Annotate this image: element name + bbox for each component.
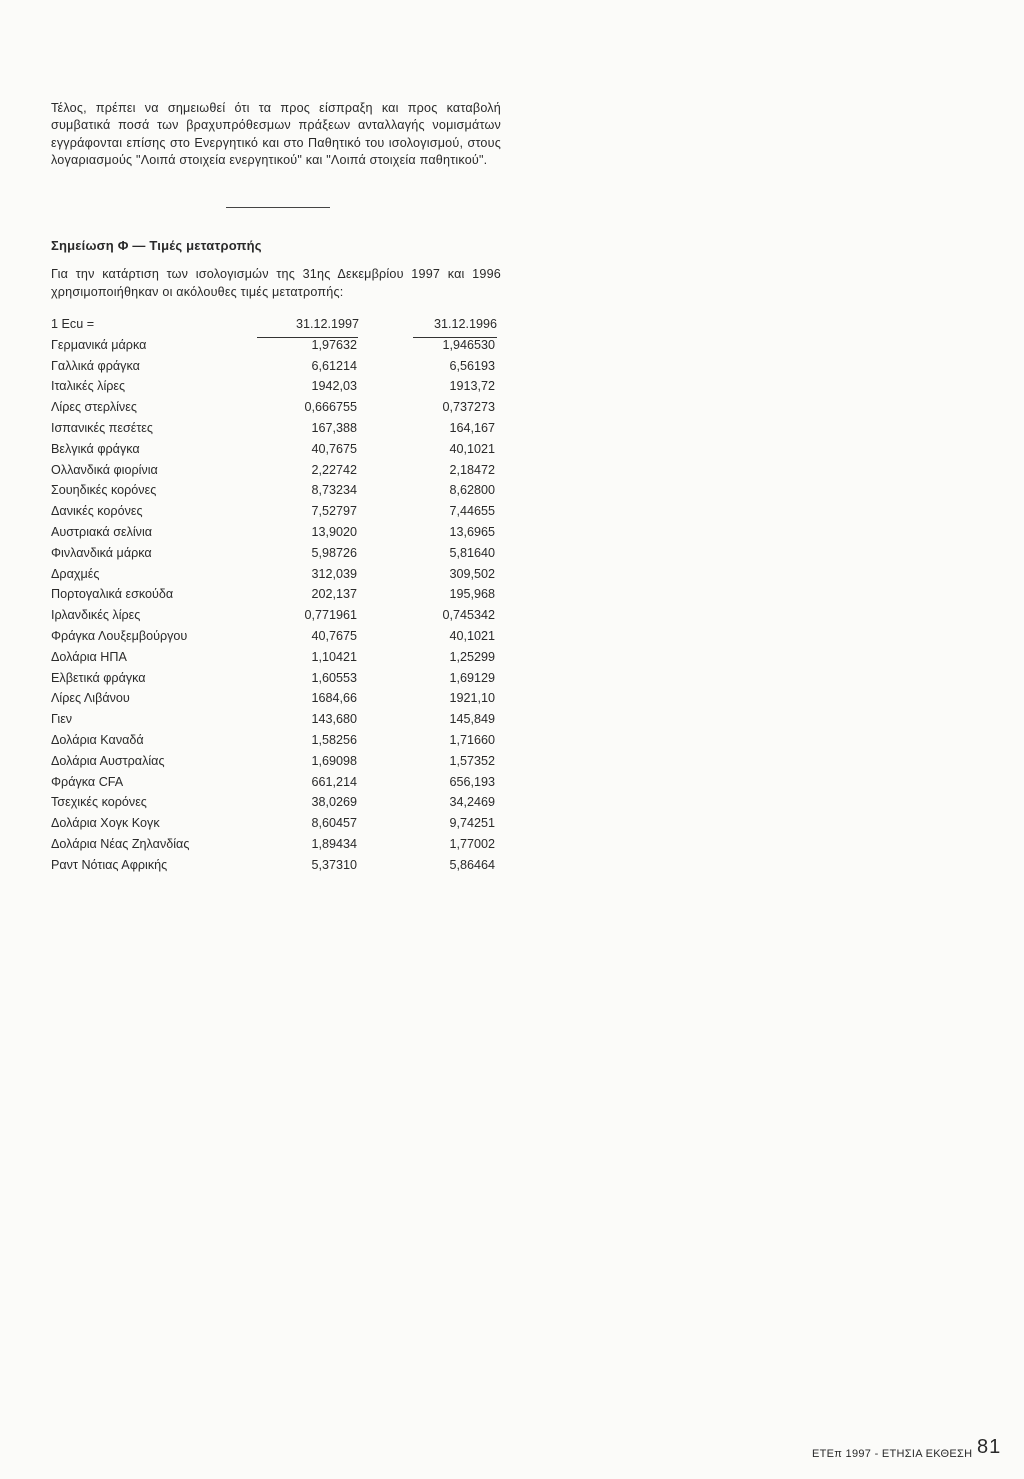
rate-1997: 1,10421 xyxy=(311,649,357,664)
rate-1997: 40,7675 xyxy=(311,441,357,456)
currency-name: Δολάρια Καναδά xyxy=(51,732,144,747)
rate-1997: 40,7675 xyxy=(311,628,357,643)
rate-1997: 38,0269 xyxy=(311,795,357,810)
intro-paragraph: Τέλος, πρέπει να σημειωθεί ότι τα προς είσπραξη και προς καταβολή συμβατικά ποσά των βραχυπρόθεσμων πράξεων ανταλλαγής νομισμάτων εγγράφονται επίσης στο Ενεργητικό και στο Παθητικό του ισολογισμού, στους λογαριασμούς "Λοιπά στοιχεία ενεργητικού" και "Λοιπά στοιχεία παθητικού". xyxy=(51,101,501,168)
rate-1996: 13,6965 xyxy=(449,524,495,539)
currency-name: Γερμανικά μάρκα xyxy=(51,337,147,352)
currency-name: Γαλλικά φράγκα xyxy=(51,358,140,373)
rate-1997: 6,61214 xyxy=(311,358,357,373)
table-row xyxy=(51,835,511,856)
currency-name: Δολάρια Χογκ Κογκ xyxy=(51,816,160,831)
footer-title: ΕΤΕπ 1997 - ΕΤΗΣΙΑ ΕΚΘΕΣΗ xyxy=(812,1448,973,1460)
table-row xyxy=(51,502,511,523)
currency-name: Σουηδικές κορόνες xyxy=(51,483,157,498)
currency-name: Ραντ Νότιας Αφρικής xyxy=(51,857,168,872)
rate-1997: 2,22742 xyxy=(311,462,357,477)
rate-1997: 1,97632 xyxy=(311,337,357,352)
rate-1996: 1,77002 xyxy=(449,836,495,851)
table-row xyxy=(51,544,511,565)
rate-1996: 1,71660 xyxy=(449,732,495,747)
header-label: 1 Ecu = xyxy=(51,317,95,331)
rate-1996: 1,25299 xyxy=(449,649,495,664)
table-row xyxy=(51,398,511,419)
header-col-1996: 31.12.1996 xyxy=(433,317,497,331)
rate-1997: 202,137 xyxy=(311,587,357,602)
rate-1996: 195,968 xyxy=(449,587,495,602)
table-row xyxy=(51,793,511,814)
table-row xyxy=(51,461,511,482)
rate-1997: 661,214 xyxy=(311,774,357,789)
table-row xyxy=(51,752,511,773)
currency-name: Ιταλικές λίρες xyxy=(51,379,126,394)
table-row xyxy=(51,669,511,690)
currency-name: Βελγικά φράγκα xyxy=(51,441,140,456)
table-row xyxy=(51,773,511,794)
rate-1997: 1,60553 xyxy=(311,670,357,685)
rate-1997: 143,680 xyxy=(311,712,357,727)
currency-name: Δολάρια Νέας Ζηλανδίας xyxy=(51,836,190,851)
rate-1997: 8,73234 xyxy=(311,483,357,498)
rate-1997: 8,60457 xyxy=(311,816,357,831)
header-col-1997: 31.12.1997 xyxy=(295,317,359,331)
rate-1996: 5,86464 xyxy=(449,857,495,872)
table-row xyxy=(51,731,511,752)
table-row xyxy=(51,585,511,606)
rate-1997: 312,039 xyxy=(311,566,357,581)
rate-1996: 9,74251 xyxy=(449,816,495,831)
rate-1996: 164,167 xyxy=(449,420,495,435)
rate-1996: 1921,10 xyxy=(449,691,495,706)
rate-1996: 1,946530 xyxy=(442,337,495,352)
rate-1996: 2,18472 xyxy=(449,462,495,477)
table-row xyxy=(51,481,511,502)
rate-1996: 309,502 xyxy=(449,566,495,581)
rate-1997: 1,69098 xyxy=(311,753,357,768)
currency-name: Τσεχικές κορόνες xyxy=(51,795,147,810)
rate-1997: 1,89434 xyxy=(311,836,357,851)
table-row xyxy=(51,606,511,627)
rates-table-header xyxy=(51,315,511,336)
rate-1997: 0,666755 xyxy=(304,400,357,415)
rate-1996: 0,745342 xyxy=(442,608,495,623)
rate-1996: 1,57352 xyxy=(449,753,495,768)
table-row xyxy=(51,856,511,877)
table-row xyxy=(51,627,511,648)
page-number: 81 xyxy=(977,1436,1002,1458)
currency-name: Δολάρια ΗΠΑ xyxy=(51,649,127,664)
rate-1997: 167,388 xyxy=(311,420,357,435)
currency-name: Φινλανδικά μάρκα xyxy=(51,545,152,560)
rate-1997: 5,98726 xyxy=(311,545,357,560)
currency-name: Λίρες στερλίνες xyxy=(51,400,137,415)
rate-1997: 1,58256 xyxy=(311,732,357,747)
rate-1996: 40,1021 xyxy=(449,628,495,643)
currency-name: Δανικές κορόνες xyxy=(51,504,143,519)
rate-1996: 145,849 xyxy=(449,712,495,727)
table-row xyxy=(51,710,511,731)
rate-1996: 8,62800 xyxy=(449,483,495,498)
rate-1996: 7,44655 xyxy=(449,504,495,519)
currency-name: Φράγκα CFA xyxy=(51,774,124,789)
section-divider xyxy=(226,207,330,208)
table-row xyxy=(51,440,511,461)
rate-1996: 6,56193 xyxy=(449,358,495,373)
table-row xyxy=(51,814,511,835)
currency-name: Φράγκα Λουξεμβούργου xyxy=(51,628,188,643)
rate-1996: 0,737273 xyxy=(442,400,495,415)
table-row xyxy=(51,336,511,357)
header-underline-1996 xyxy=(413,337,497,338)
table-row xyxy=(51,377,511,398)
table-row xyxy=(51,565,511,586)
currency-name: Δραχμές xyxy=(51,566,100,581)
currency-name: Ιρλανδικές λίρες xyxy=(51,608,141,623)
currency-name: Δολάρια Αυστραλίας xyxy=(51,753,165,768)
table-row xyxy=(51,648,511,669)
currency-name: Γιεν xyxy=(51,712,73,727)
table-row xyxy=(51,419,511,440)
currency-name: Ελβετικά φράγκα xyxy=(51,670,146,685)
currency-name: Ισπανικές πεσέτες xyxy=(51,420,153,435)
note-intro: Για την κατάρτιση των ισολογισμών της 31ης Δεκεμβρίου 1997 και 1996 χρησιμοποιήθηκαν οι ακόλουθες τιμές μετατροπής: xyxy=(51,267,501,299)
rate-1997: 0,771961 xyxy=(304,608,357,623)
rate-1997: 7,52797 xyxy=(311,504,357,519)
header-underline-1997 xyxy=(257,337,358,338)
rate-1997: 5,37310 xyxy=(311,857,357,872)
currency-name: Αυστριακά σελίνια xyxy=(51,524,153,539)
table-row xyxy=(51,523,511,544)
rates-table xyxy=(51,315,511,877)
rate-1996: 40,1021 xyxy=(449,441,495,456)
rate-1996: 656,193 xyxy=(449,774,495,789)
rate-1996: 34,2469 xyxy=(449,795,495,810)
note-title: Σημείωση Φ — Τιμές μετατροπής xyxy=(51,238,262,253)
table-row xyxy=(51,357,511,378)
currency-name: Λίρες Λιβάνου xyxy=(51,691,130,706)
currency-name: Πορτογαλικά εσκούδα xyxy=(51,587,174,602)
currency-name: Ολλανδικά φιορίνια xyxy=(51,462,158,477)
rate-1996: 5,81640 xyxy=(449,545,495,560)
table-row xyxy=(51,689,511,710)
rate-1997: 1684,66 xyxy=(311,691,357,706)
rate-1996: 1,69129 xyxy=(449,670,495,685)
rate-1996: 1913,72 xyxy=(449,379,495,394)
rates-table-body xyxy=(51,336,511,877)
rate-1997: 13,9020 xyxy=(311,524,357,539)
rate-1997: 1942,03 xyxy=(311,379,357,394)
